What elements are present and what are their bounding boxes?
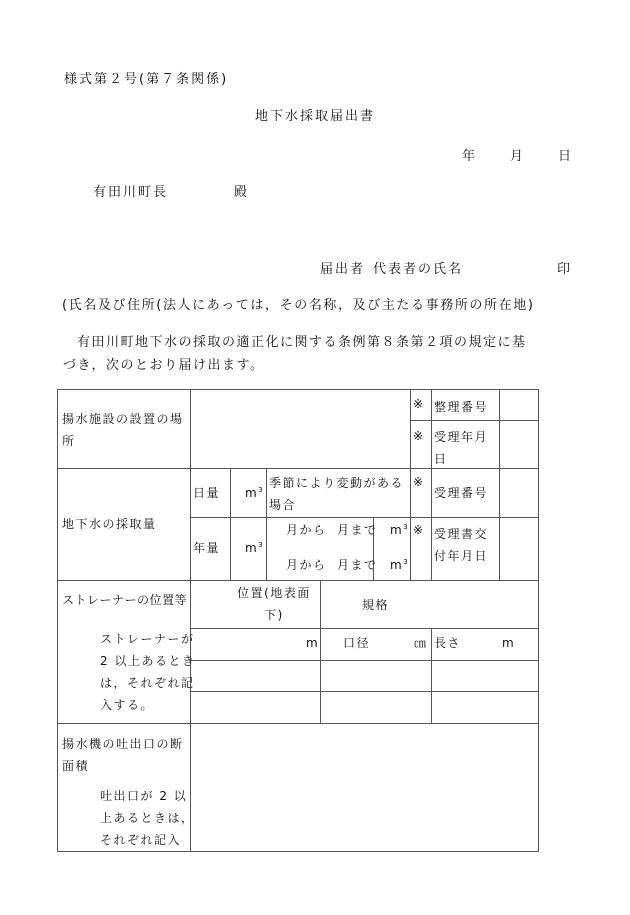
seal-mark: 印 — [557, 262, 573, 277]
month-to-label: 月まで — [337, 523, 378, 537]
outlet-area-label: 揚水機の吐出口の断 面積 — [62, 737, 184, 773]
notifier-label: 届出者 — [320, 262, 366, 277]
cubic-meter-unit: $m^3$ — [390, 558, 410, 572]
address-note: (氏名及び住所(法人にあっては，その名称，及び主たる事務所の所在地) — [62, 298, 535, 313]
month-from-label: 月から — [286, 523, 327, 537]
notification-form — [57, 389, 539, 852]
date-day: 日 — [558, 149, 574, 164]
annual-volume-label: 年量 — [193, 541, 221, 555]
receipt-number-label: 受理番号 — [434, 486, 489, 500]
intro-text-line1: 有田川町地下水の採取の適正化に関する条例第８条第２項の規定に基 — [77, 335, 527, 350]
reference-mark: ※ — [413, 475, 425, 489]
cubic-meter-unit: $m^3$ — [245, 541, 265, 555]
receipt-document-date-label: 受理書交 付年月日 — [434, 527, 489, 563]
representative-name-label: 代表者の氏名 — [373, 262, 464, 277]
cubic-meter-unit: $m^3$ — [390, 523, 410, 537]
addressee: 有田川町長 — [93, 185, 169, 200]
bore-diameter-label: 口径 — [343, 636, 371, 650]
seasonal-variation-label: 季節により変動がある 場合 — [269, 476, 405, 512]
daily-volume-label: 日量 — [193, 486, 221, 500]
strainer-note: ストレーナーが 2 以上あるとき は，それぞれ記 入する。 — [100, 632, 196, 712]
strainer-position-label: ストレーナーの位置等 — [62, 593, 188, 607]
date-month: 月 — [510, 149, 526, 164]
document-title: 地下水採取届出書 — [255, 109, 376, 124]
form-number: 様式第２号(第７条関係) — [64, 72, 229, 87]
outlet-note: 吐出口が 2 以 上あるときは， それぞれ記入 — [100, 789, 195, 847]
date-year: 年 — [462, 149, 478, 164]
length-label: 長さ — [434, 636, 462, 650]
reference-mark: ※ — [413, 429, 425, 443]
month-from-label: 月から — [286, 558, 327, 572]
meter-unit: m — [306, 636, 320, 650]
cubic-meter-unit: $m^3$ — [245, 486, 265, 500]
honorific: 殿 — [234, 185, 250, 200]
month-to-label: 月まで — [337, 558, 378, 572]
specification-label: 規格 — [362, 598, 390, 612]
intro-text-line2: づき，次のとおり届け出ます。 — [63, 358, 265, 373]
reference-number-label: 整理番号 — [434, 400, 489, 414]
centimeter-unit: ㎝ — [414, 636, 428, 650]
receipt-date-label: 受理年月 日 — [434, 430, 489, 466]
groundwater-intake-label: 地下水の採取量 — [62, 517, 157, 531]
reference-mark: ※ — [413, 397, 425, 411]
position-below-surface-label: 位置(地表面 下) — [237, 586, 311, 622]
facility-location-label: 揚水施設の設置の場 所 — [62, 412, 184, 448]
reference-mark: ※ — [413, 523, 425, 537]
meter-unit: m — [502, 636, 516, 650]
